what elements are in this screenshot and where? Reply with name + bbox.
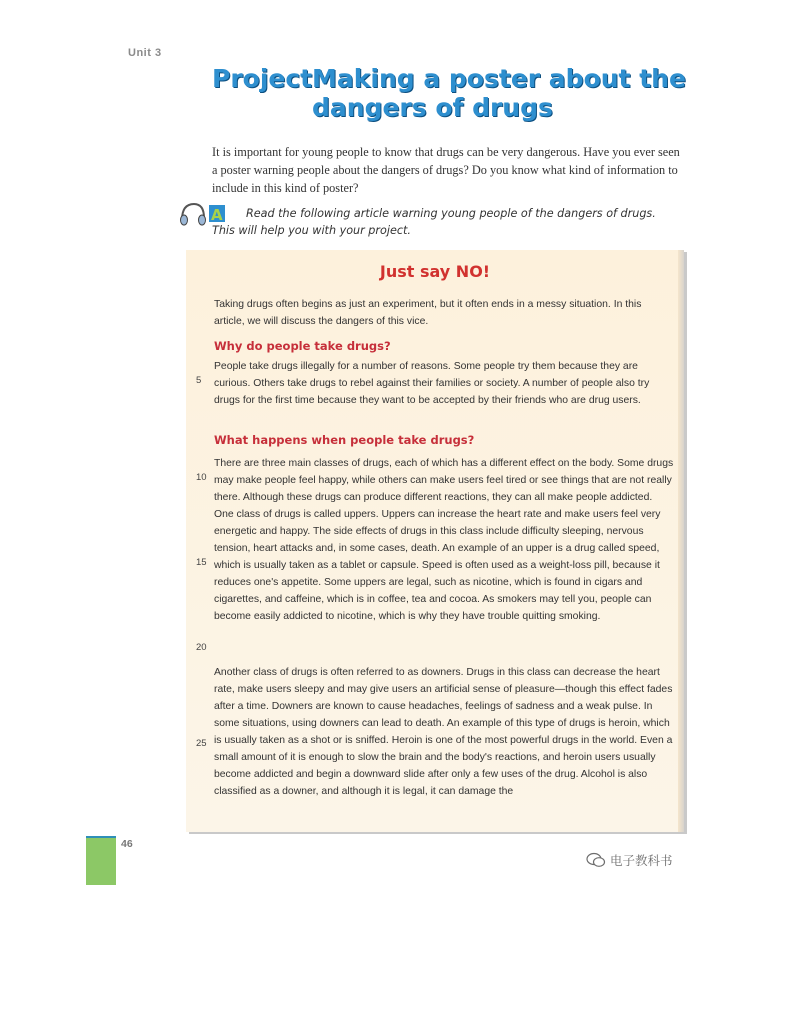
watermark-text: 电子教科书 <box>610 853 673 868</box>
line-number: 10 <box>196 472 207 483</box>
section-text-why: People take drugs illegally for a number of reasons. Some people try them because they are curious. Others take drugs to rebel against their families or society. A number of people also try drugs for the first time because they want to be accepted by their friends who are drug users. <box>214 361 650 406</box>
chat-bubble-icon <box>586 852 606 868</box>
article-lead: Taking drugs often begins as just an experiment, but it often ends in a messy situation. In this article, we will discuss the dangers of this vice. <box>214 299 642 327</box>
title-line-2: dangers of drugs <box>312 93 553 122</box>
page-tab <box>86 836 116 885</box>
activity-letter: A <box>211 206 223 224</box>
section-heading-what: What happens when people take drugs? <box>214 433 475 447</box>
intro-paragraph: It is important for young people to know that drugs can be very dangerous. Have you ever seen a poster warning people about the dangers of drugs? Do you know what kind of information to include in this kind of poster? <box>212 145 680 195</box>
watermark <box>586 851 673 869</box>
line-number: 5 <box>196 375 202 386</box>
page-fold <box>678 250 684 832</box>
page-number: 46 <box>121 838 133 850</box>
article-panel <box>186 250 684 832</box>
article-title: Just say NO! <box>379 262 491 281</box>
page-title <box>212 64 732 122</box>
section-text-classes: There are three main classes of drugs, each of which has a different effect on the body. Some drugs may make people feel happy, while others can make users feel tired or see things that are not really there. Although these drugs can produce different reactions, they can all make people addicted. One class of drugs is called uppers. Uppers can increase the heart rate and make users feel very energetic and happy. The side effects of drugs in this class include difficulty sleeping, nervous tension, heart attacks and, in some cases, death. An example of an upper is a drug called speed, which is usually taken as a tablet or capsule. Speed is often used as a weight-loss pill, because it reduces one's appetite. Some uppers are legal, such as nicotine, which is found in cigars and cigarettes, and caffeine, which is in coffee, tea and cocoa. As smokers may tell you, people can become easily addicted to nicotine, which is why they have trouble quitting smoking. <box>214 458 674 622</box>
section-heading-why: Why do people take drugs? <box>214 339 391 353</box>
activity-instruction: Read the following article warning young people of the dangers of drugs. This will help you with your project. <box>212 207 656 237</box>
line-number: 25 <box>196 738 207 749</box>
line-number: 20 <box>196 642 207 653</box>
section-text-downers: Another class of drugs is often referred to as downers. Drugs in this class can decrease the heart rate, make users sleepy and may give users an artificial sense of pleasure—though this effect fades after a time. Downers are known to cause headaches, feelings of sadness and a weak pulse. In some situations, using downers can lead to death. An example of this type of drugs is heroin, which is usually taken as a shot or is sniffed. Heroin is one of the most powerful drugs in the world. Even a small amount of it is enough to slow the brain and the body's reactions, and heroin users usually become addicted and begin a downward slide after only a few uses of the drug. Alcohol is also classified as a downer, and although it is legal, it can damage the <box>214 667 673 797</box>
title-line-1: Making a poster about the <box>312 64 686 93</box>
title-prefix: Project <box>212 64 313 93</box>
unit-label: Unit 3 <box>128 47 162 59</box>
line-number: 15 <box>196 557 207 568</box>
